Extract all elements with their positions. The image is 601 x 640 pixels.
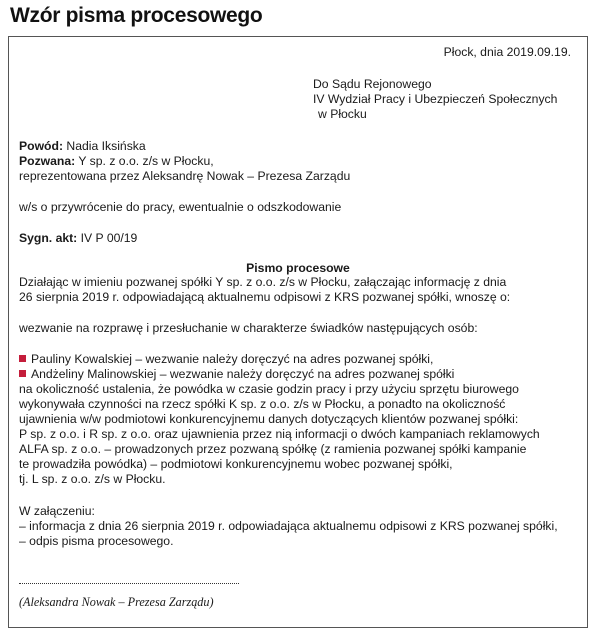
circumstance-line: ALFA sp. z o.o. – prowadzonych przez pozwaną spółkę (z ramienia pozwanej spółki kampanie <box>19 442 527 456</box>
witness-item-text: Andżeliny Malinowskiej – wezwanie należy doręczyć na adres pozwanej spółki <box>31 367 455 381</box>
case-subject: w/s o przywrócenie do pracy, ewentualnie o odszkodowanie <box>19 200 342 214</box>
defendant-representative: reprezentowana przez Aleksandrę Nowak – Prezesa Zarządu <box>19 169 351 183</box>
bullet-square-icon <box>19 370 26 377</box>
attachment-item: – odpis pisma procesowego. <box>19 534 174 548</box>
circumstance-line: te prowadziła powódka) – podmiotowi konkurencyjnemu wobec pozwanej spółki, <box>19 457 453 471</box>
witness-item <box>19 352 433 367</box>
witness-request: wezwanie na rozprawę i przesłuchanie w charakterze świadków następujących osób: <box>19 321 478 335</box>
plaintiff-label: Powód: <box>19 139 64 153</box>
intro-line-1: Działając w imieniu pozwanej spółki Y sp. z o.o. z/s w Płocku, załączając informację z dnia <box>19 275 507 289</box>
letter-body <box>9 37 587 627</box>
attachment-item: – informacja z dnia 26 sierpnia 2019 r. odpowiadająca aktualnemu odpisowi z KRS pozwanej spółki, <box>19 519 558 533</box>
court-line-1: Do Sądu Rejonowego <box>313 77 432 91</box>
circumstance-line: wykonywała czynności na rzecz spółki K sp. z o.o. z/s w Płocku, a ponadto na okoliczność <box>19 397 506 411</box>
case-reference-value: IV P 00/19 <box>77 231 138 245</box>
case-reference <box>19 231 137 246</box>
signature-caption: (Aleksandra Nowak – Prezesa Zarządu) <box>19 595 214 609</box>
place-date: Płock, dnia 2019.09.19. <box>443 45 571 59</box>
signature-line <box>19 583 239 584</box>
circumstance-line: tj. L sp. z o.o. z/s w Płocku. <box>19 472 166 486</box>
defendant-name: Y sp. z o.o. z/s w Płocku, <box>75 154 214 168</box>
plaintiff-line <box>19 139 146 154</box>
bullet-square-icon <box>19 355 26 362</box>
document-frame <box>8 36 588 628</box>
attachments-title: W załączeniu: <box>19 504 95 518</box>
circumstance-line: na okoliczność ustalenia, że powódka w czasie godzin pracy i przy użyciu sprzętu biurowego <box>19 382 519 396</box>
court-line-2: IV Wydział Pracy i Ubezpieczeń Społecznych <box>313 92 558 106</box>
witness-item <box>19 367 454 382</box>
letter-heading: Pismo procesowe <box>246 261 350 275</box>
case-reference-label: Sygn. akt: <box>19 231 78 245</box>
intro-line-2: 26 sierpnia 2019 r. odpowiadającą aktualnemu odpisowi z KRS pozwanej spółki, wnoszę o: <box>19 290 511 304</box>
page-title: Wzór pisma procesowego <box>10 4 263 27</box>
court-line-3: w Płocku <box>318 107 367 121</box>
circumstance-line: P sp. z o.o. i R sp. z o.o. oraz ujawnienia przez nią informacji o dwóch kampaniach reklamowych <box>19 427 540 441</box>
defendant-label: Pozwana: <box>19 154 76 168</box>
witness-item-text: Pauliny Kowalskiej – wezwanie należy doręczyć na adres pozwanej spółki, <box>31 352 434 366</box>
plaintiff-name: Nadia Iksińska <box>63 139 146 153</box>
circumstance-line: ujawnienia w/w podmiotowi konkurencyjnemu danych dotyczących klientów pozwanej spółki: <box>19 412 519 426</box>
defendant-line <box>19 154 214 169</box>
